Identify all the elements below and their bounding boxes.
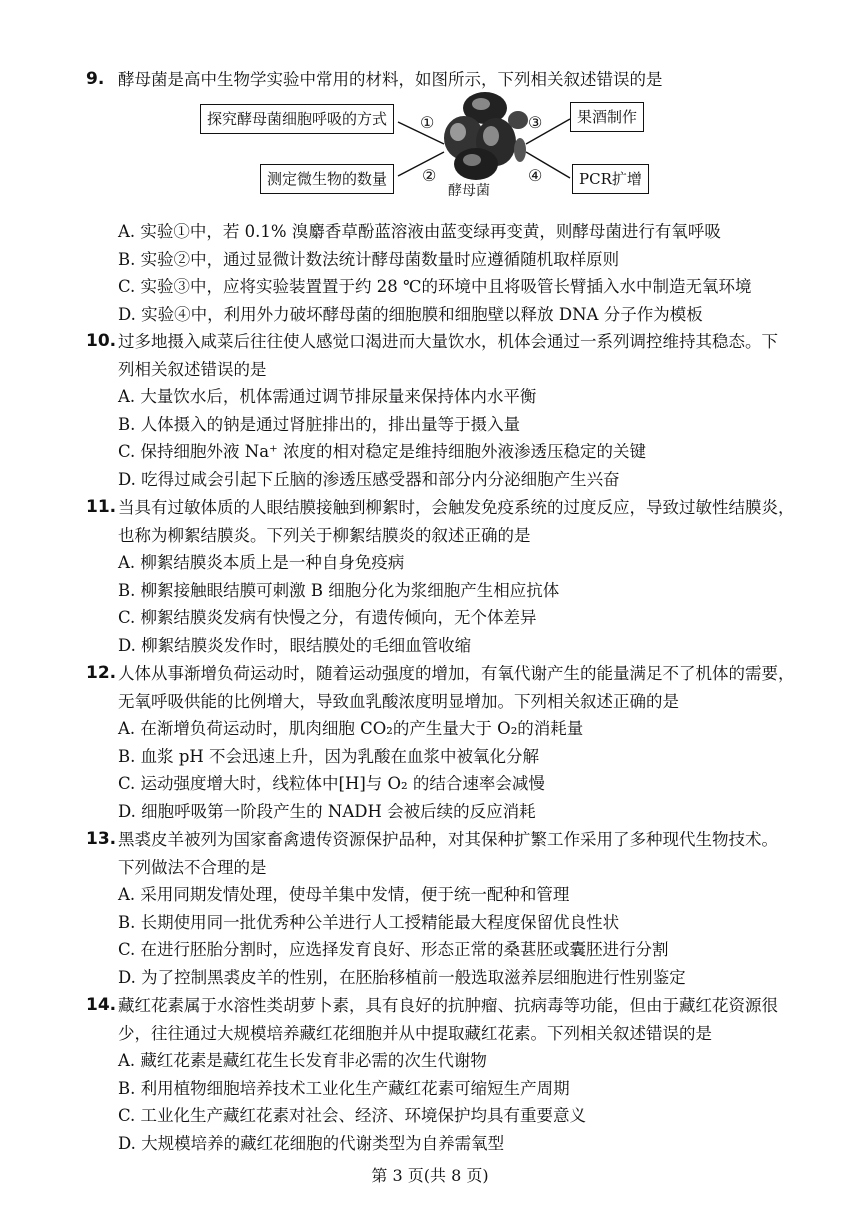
option-b: B. 人体摄入的钠是通过肾脏排出的，排出量等于摄入量: [118, 414, 521, 434]
option-b: B. 利用植物细胞培养技术工业化生产藏红花素可缩短生产周期: [118, 1078, 570, 1098]
option-c: C. 运动强度增大时，线粒体中[H]与 O₂ 的结合速率会减慢: [118, 774, 545, 793]
question-13: [86, 826, 830, 991]
question-14: [86, 992, 830, 1157]
question-12: [86, 660, 830, 825]
option-a: A. 大量饮水后，机体需通过调节排尿量来保持体内水平衡: [118, 387, 537, 406]
yeast-diagram: [200, 92, 660, 204]
option-b: B. 实验②中，通过显微计数法统计酵母菌数量时应遵循随机取样原则: [118, 249, 620, 269]
question-stem-cont: 列相关叙述错误的是: [118, 359, 267, 379]
question-stem-cont: 也称为柳絮结膜炎。下列关于柳絮结膜炎的叙述正确的是: [118, 525, 531, 545]
yeast-cells-icon: [444, 92, 528, 180]
option-d: D. 实验④中，利用外力破坏酵母菌的细胞膜和细胞壁以释放 DNA 分子作为模板: [118, 304, 703, 324]
option-d: D. 大规模培养的藏红花细胞的代谢类型为自养需氧型: [118, 1133, 505, 1153]
label-box-2: 测定微生物的数量: [260, 164, 394, 194]
circle-number-2: ②: [422, 166, 437, 185]
option-a: A. 实验①中，若 0.1% 溴麝香草酚蓝溶液由蓝变绿再变黄，则酵母菌进行有氧呼吸: [118, 222, 721, 241]
option-d: D. 柳絮结膜炎发作时，眼结膜处的毛细血管收缩: [118, 635, 472, 655]
label-box-4: PCR扩增: [572, 164, 649, 194]
option-b: B. 长期使用同一批优秀种公羊进行人工授精能最大程度保留优良性状: [118, 912, 620, 932]
question-number: 14.: [86, 995, 117, 1015]
label-box-3: 果酒制作: [570, 102, 644, 132]
option-c: C. 保持细胞外液 Na⁺ 浓度的相对稳定是维持细胞外液渗透压稳定的关键: [118, 442, 646, 461]
page-footer: 第 3 页(共 8 页): [371, 1166, 489, 1185]
figure-caption: 酵母菌: [448, 183, 490, 199]
option-c: C. 工业化生产藏红花素对社会、经济、环境保护均具有重要意义: [118, 1106, 587, 1125]
question-stem: 藏红花素属于水溶性类胡萝卜素，具有良好的抗肿瘤、抗病毒等功能，但由于藏红花资源很: [118, 996, 778, 1015]
option-c: C. 在进行胚胎分割时，应选择发育良好、形态正常的桑葚胚或囊胚进行分割: [118, 940, 669, 959]
question-stem-cont: 无氧呼吸供能的比例增大，导致血乳酸浓度明显增加。下列相关叙述正确的是: [118, 691, 679, 711]
question-number: 13.: [86, 829, 117, 849]
label-box-1: 探究酵母菌细胞呼吸的方式: [200, 104, 394, 134]
question-stem: 黑裘皮羊被列为国家畜禽遗传资源保护品种，对其保种扩繁工作采用了多种现代生物技术。: [118, 830, 778, 849]
question-stem: 过多地摄入咸菜后往往使人感觉口渴进而大量饮水，机体会通过一系列调控维持其稳态。下: [118, 332, 778, 351]
question-number: 9.: [86, 69, 105, 89]
question-10: [86, 328, 830, 493]
option-a: A. 藏红花素是藏红花生长发育非必需的次生代谢物: [118, 1051, 487, 1070]
question-stem: 人体从事渐增负荷运动时，随着运动强度的增加，有氧代谢产生的能量满足不了机体的需要，: [118, 664, 795, 683]
option-a: A. 在渐增负荷运动时，肌肉细胞 CO₂的产生量大于 O₂的消耗量: [118, 719, 584, 738]
option-c: C. 实验③中，应将实验装置置于约 28 ℃的环境中且将吸管长臂插入水中制造无氧环境: [118, 277, 752, 296]
option-a: A. 采用同期发情处理，使母羊集中发情，便于统一配种和管理: [118, 885, 570, 904]
question-stem: 酵母菌是高中生物学实验中常用的材料，如图所示，下列相关叙述错误的是: [118, 70, 663, 89]
option-c: C. 柳絮结膜炎发病有快慢之分，有遗传倾向，无个体差异: [118, 608, 537, 627]
option-d: D. 为了控制黑裘皮羊的性别，在胚胎移植前一般选取滋养层细胞进行性别鉴定: [118, 967, 686, 987]
question-stem: 当具有过敏体质的人眼结膜接触到柳絮时，会触发免疫系统的过度反应，导致过敏性结膜炎，: [118, 498, 795, 517]
question-11: [86, 494, 830, 659]
option-d: D. 细胞呼吸第一阶段产生的 NADH 会被后续的反应消耗: [118, 801, 536, 821]
option-b: B. 柳絮接触眼结膜可刺激 B 细胞分化为浆细胞产生相应抗体: [118, 580, 560, 600]
circle-number-1: ①: [420, 113, 435, 132]
option-d: D. 吃得过咸会引起下丘脑的渗透压感受器和部分内分泌细胞产生兴奋: [118, 469, 620, 489]
circle-number-3: ③: [528, 113, 543, 132]
option-a: A. 柳絮结膜炎本质上是一种自身免疫病: [118, 553, 405, 572]
question-stem-cont: 少，往往通过大规模培养藏红花细胞并从中提取藏红花素。下列相关叙述错误的是: [118, 1023, 712, 1043]
question-9-options: [90, 218, 830, 328]
question-number: 12.: [86, 663, 117, 683]
circle-number-4: ④: [528, 166, 543, 185]
question-number: 11.: [86, 497, 117, 517]
question-stem-cont: 下列做法不合理的是: [118, 857, 267, 877]
question-number: 10.: [86, 331, 117, 351]
option-b: B. 血浆 pH 不会迅速上升，因为乳酸在血浆中被氧化分解: [118, 746, 540, 766]
question-9: [86, 66, 830, 94]
